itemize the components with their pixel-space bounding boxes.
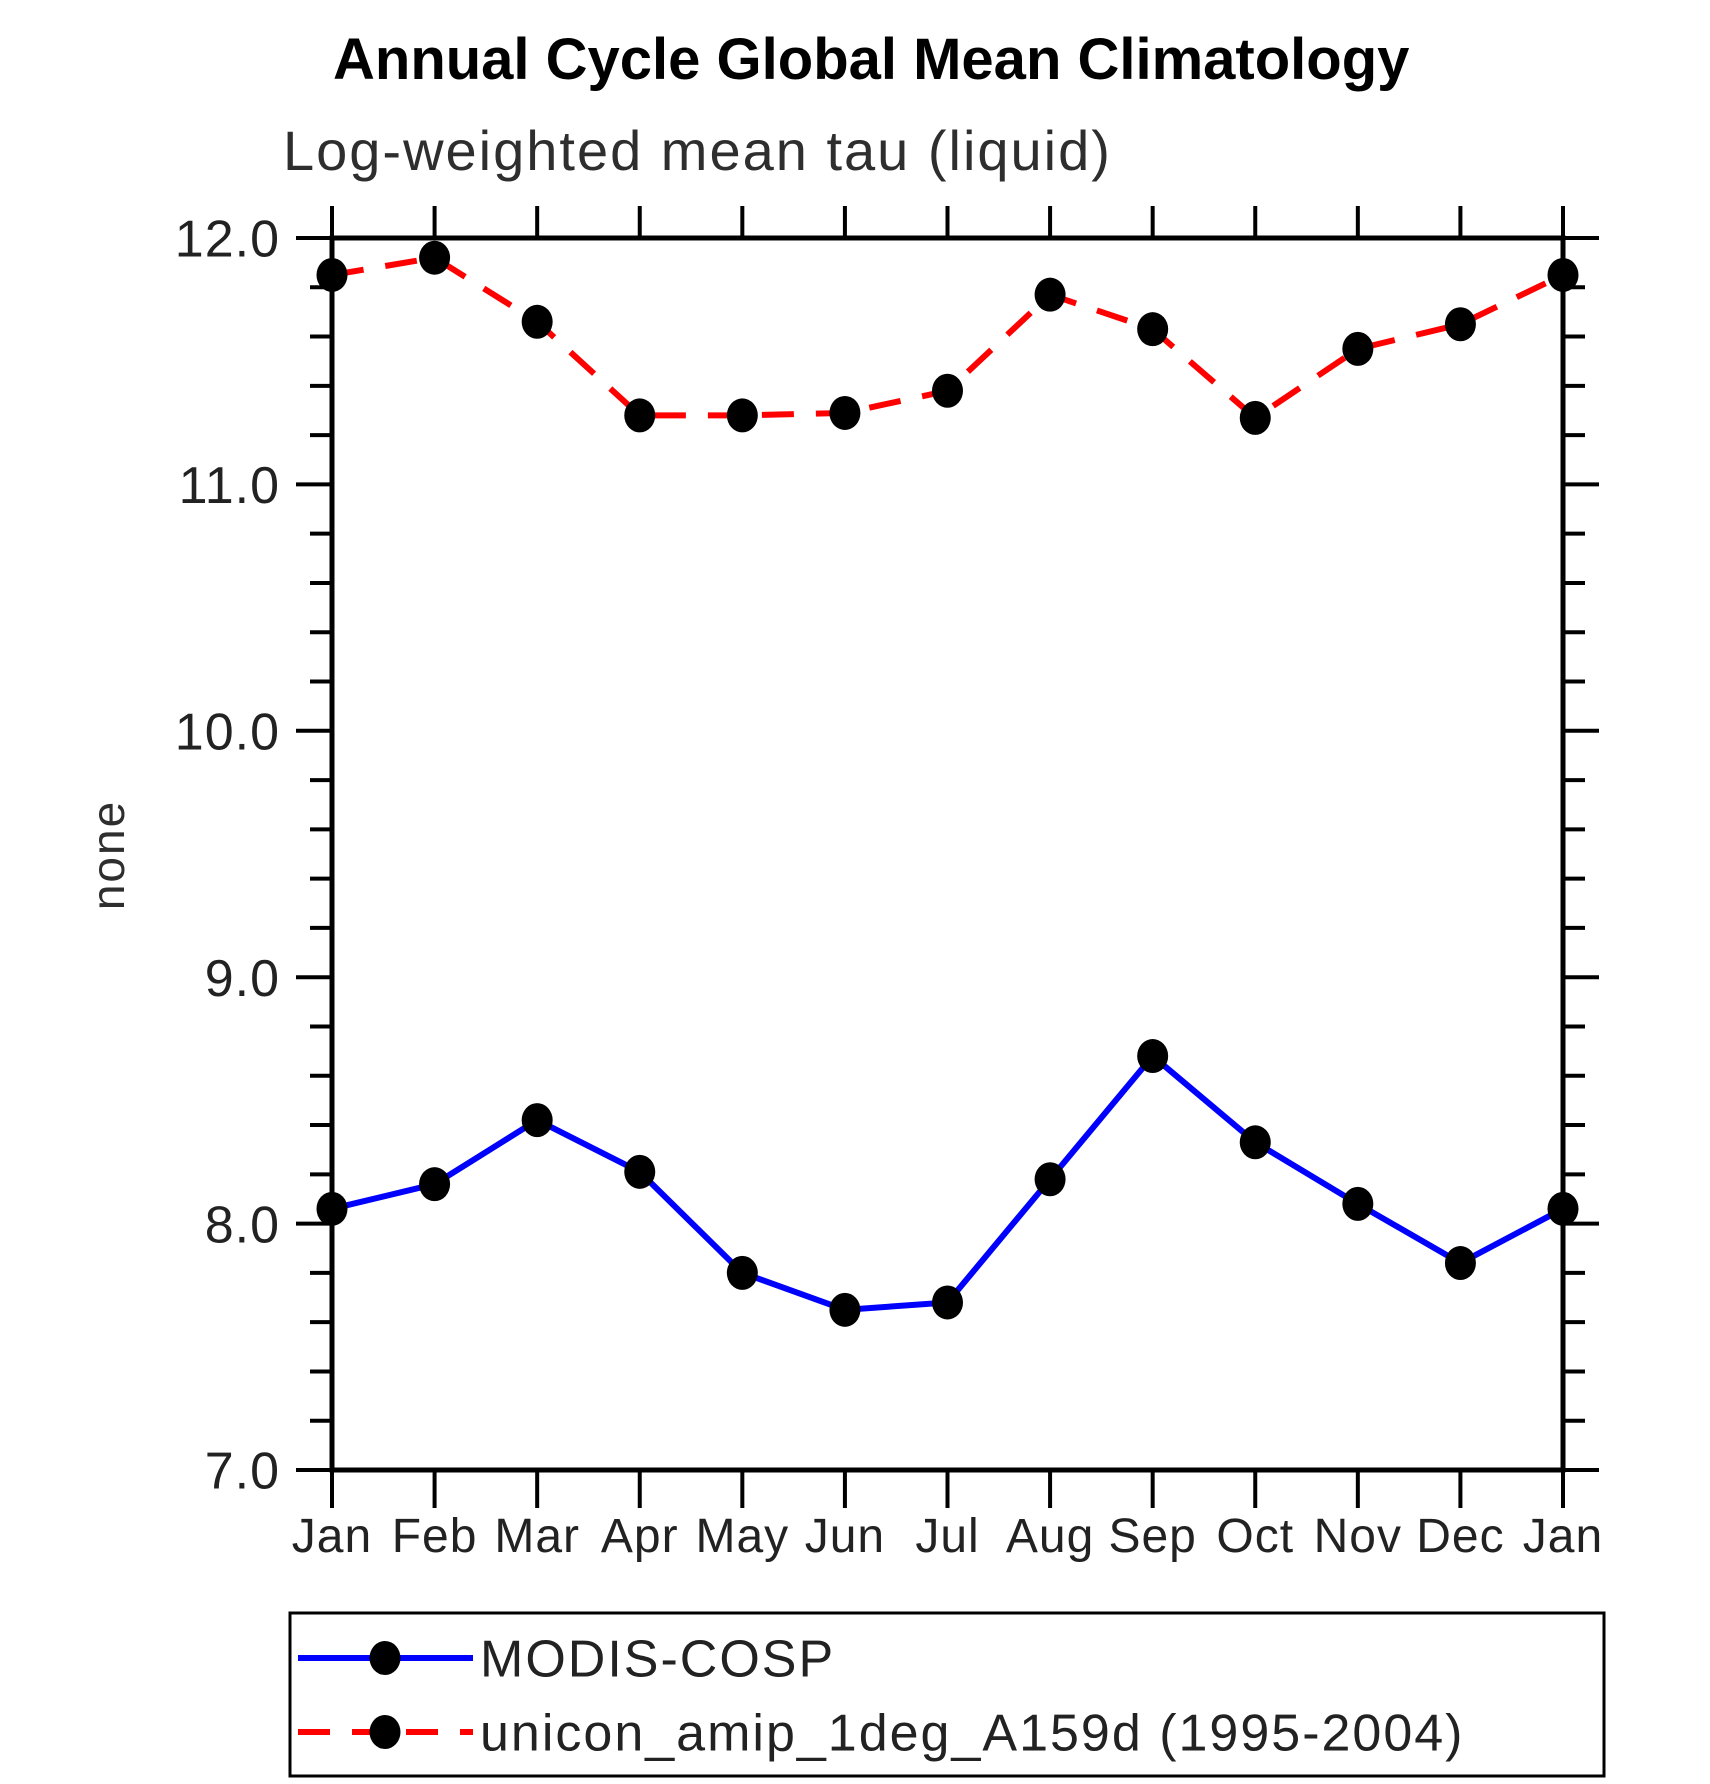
x-tick-label: Jan [291, 1510, 373, 1563]
data-point-marker [829, 396, 860, 430]
y-tick-label: 10.0 [174, 703, 280, 762]
legend-label: MODIS-COSP [480, 1630, 836, 1689]
data-point-marker [624, 1155, 655, 1189]
series-line-0 [332, 1056, 1563, 1310]
data-point-marker [1240, 1125, 1271, 1159]
data-point-marker [419, 241, 450, 275]
y-tick-label: 11.0 [178, 457, 280, 516]
data-point-marker [1342, 1187, 1373, 1221]
data-point-marker [727, 398, 758, 432]
x-tick-label: Sep [1108, 1510, 1197, 1563]
page-title: Annual Cycle Global Mean Climatology [333, 27, 1410, 92]
data-point-marker [727, 1256, 758, 1290]
data-point-marker [1035, 278, 1066, 312]
y-tick-label: 9.0 [204, 949, 280, 1008]
data-point-marker [522, 305, 553, 339]
data-point-marker [624, 398, 655, 432]
data-point-marker [829, 1293, 860, 1327]
data-point-marker [1035, 1162, 1066, 1196]
x-tick-label: Dec [1416, 1510, 1505, 1563]
data-point-marker [1137, 312, 1168, 346]
y-tick-label: 7.0 [204, 1442, 280, 1501]
data-point-marker [1548, 258, 1579, 292]
x-tick-label: Jun [804, 1510, 886, 1563]
y-tick-label: 12.0 [174, 210, 280, 269]
data-point-marker [1445, 1246, 1476, 1280]
legend-marker-sample [370, 1715, 401, 1749]
y-axis-title: none [82, 799, 134, 911]
legend-marker-sample [370, 1641, 401, 1675]
chart-subtitle: Log-weighted mean tau (liquid) [283, 119, 1112, 182]
legend-label: unicon_amip_1deg_A159d (1995-2004) [480, 1704, 1465, 1763]
data-point-marker [1137, 1039, 1168, 1073]
x-tick-label: Mar [494, 1510, 581, 1563]
x-tick-label: Feb [391, 1510, 478, 1563]
x-tick-label: Nov [1313, 1510, 1403, 1563]
data-point-marker [317, 1192, 348, 1226]
data-point-marker [1548, 1192, 1579, 1226]
data-point-marker [1240, 401, 1271, 435]
x-tick-label: Jul [915, 1510, 980, 1563]
x-tick-label: Aug [1005, 1510, 1095, 1563]
x-tick-label: Oct [1216, 1510, 1295, 1563]
data-point-marker [317, 258, 348, 292]
data-point-marker [419, 1167, 450, 1201]
data-point-marker [932, 1285, 963, 1319]
data-point-marker [932, 374, 963, 408]
y-tick-label: 8.0 [204, 1196, 280, 1255]
x-tick-label: May [695, 1510, 790, 1563]
data-point-marker [522, 1103, 553, 1137]
data-point-marker [1342, 332, 1373, 366]
x-tick-label: Jan [1522, 1510, 1604, 1563]
data-point-marker [1445, 307, 1476, 341]
x-tick-label: Apr [600, 1510, 679, 1563]
plot-border [332, 238, 1563, 1470]
